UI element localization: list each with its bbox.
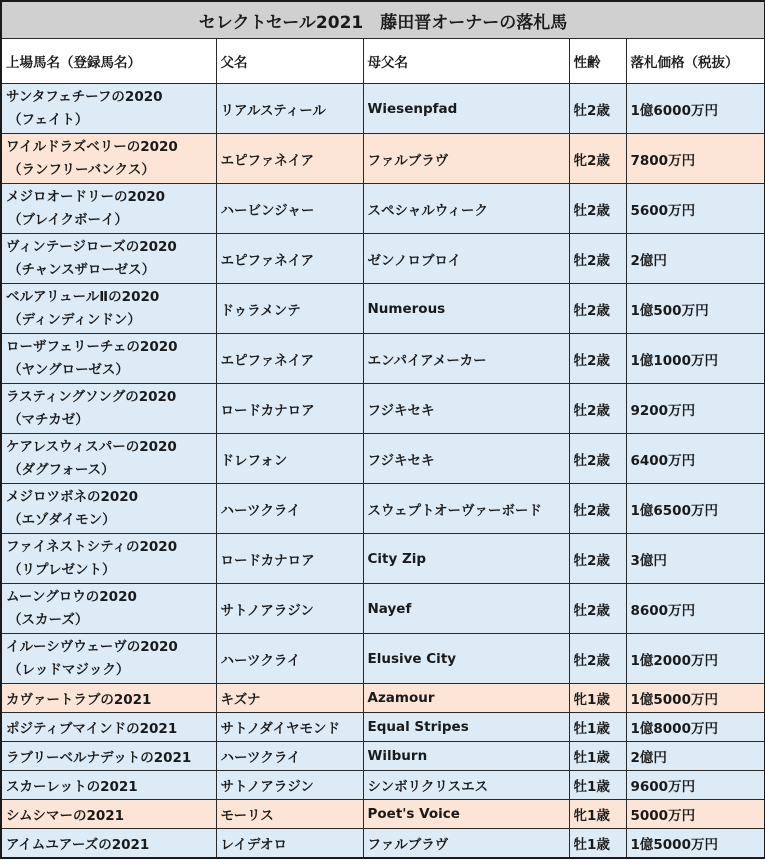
horse-name-cell (1, 134, 216, 184)
price-cell: 1億500万円 (626, 284, 765, 334)
price-cell: 7800万円 (626, 134, 765, 184)
sire-cell: エピファネイア (216, 334, 363, 384)
sex-age-cell: 牡2歳 (569, 384, 626, 434)
sire-cell: ロードカナロア (216, 384, 363, 434)
registered-name: （スカーズ） (8, 611, 89, 628)
damsire-cell: シンボリクリスエス (363, 771, 569, 800)
table-row (1, 684, 765, 713)
horse-name-cell (1, 434, 216, 484)
registered-name: （ディンディンドン） (8, 311, 141, 328)
damsire-cell: Numerous (363, 284, 569, 334)
sire-cell: エピファネイア (216, 134, 363, 184)
horse-name-cell (1, 534, 216, 584)
damsire-cell: ファルブラヴ (363, 134, 569, 184)
sex-age-cell: 牡2歳 (569, 234, 626, 284)
table-row (1, 184, 765, 234)
listed-name: ファイネストシティの2020 (6, 538, 178, 555)
table-row (1, 384, 765, 434)
table-row (1, 134, 765, 184)
listed-name: ワイルドラズベリーの2020 (6, 138, 178, 155)
listed-name: ムーングロウの2020 (6, 588, 137, 605)
horse-name-cell (1, 334, 216, 384)
sex-age-cell: 牡2歳 (569, 534, 626, 584)
sex-age-cell: 牡2歳 (569, 284, 626, 334)
listed-name: ローザフェリーチェの2020 (6, 338, 178, 355)
horse-name-cell: スカーレットの2021 (1, 771, 216, 800)
registered-name: （エゾダイモン） (8, 511, 116, 528)
price-cell: 1億6000万円 (626, 84, 765, 134)
table-row (1, 742, 765, 771)
registered-name: （ブレイクボーイ） (8, 211, 129, 228)
horse-name-cell (1, 634, 216, 684)
header-damsire: 母父名 (363, 39, 569, 84)
table-row (1, 829, 765, 859)
sire-cell: レイデオロ (216, 829, 363, 859)
sex-age-cell: 牡2歳 (569, 484, 626, 534)
price-cell: 1億5000万円 (626, 684, 765, 713)
damsire-cell: Nayef (363, 584, 569, 634)
horse-name-cell: ラブリーベルナデットの2021 (1, 742, 216, 771)
sire-cell: エピファネイア (216, 234, 363, 284)
sex-age-cell: 牡2歳 (569, 584, 626, 634)
listed-name: メジロツボネの2020 (6, 488, 139, 505)
sex-age-cell: 牝1歳 (569, 684, 626, 713)
table-row (1, 234, 765, 284)
price-cell: 5600万円 (626, 184, 765, 234)
header-name: 上場馬名（登録馬名） (1, 39, 216, 84)
header-sire: 父名 (216, 39, 363, 84)
damsire-cell: Wiesenpfad (363, 84, 569, 134)
damsire-cell: City Zip (363, 534, 569, 584)
price-cell: 1億6500万円 (626, 484, 765, 534)
sex-age-cell: 牡2歳 (569, 434, 626, 484)
listed-name: ケアレスウィスパーの2020 (6, 438, 177, 455)
price-cell: 6400万円 (626, 434, 765, 484)
price-cell: 8600万円 (626, 584, 765, 634)
registered-name: （リプレゼント） (8, 561, 116, 578)
listed-name: イルーシヴウェーヴの2020 (6, 638, 178, 655)
horse-name-cell: シムシマーの2021 (1, 800, 216, 829)
sire-cell: ハーツクライ (216, 484, 363, 534)
table-row (1, 434, 765, 484)
table-body (1, 84, 765, 859)
sire-cell: ハービンジャー (216, 184, 363, 234)
price-cell: 9200万円 (626, 384, 765, 434)
damsire-cell: Azamour (363, 684, 569, 713)
sex-age-cell: 牡2歳 (569, 634, 626, 684)
registered-name: （フェイト） (8, 111, 89, 128)
horse-name-cell (1, 484, 216, 534)
registered-name: （ランフリーバンクス） (8, 161, 155, 178)
price-cell: 1億2000万円 (626, 634, 765, 684)
sire-cell: キズナ (216, 684, 363, 713)
table-title: セレクトセール2021 藤田晋オーナーの落札馬 (1, 1, 765, 39)
damsire-cell: Equal Stripes (363, 713, 569, 742)
sex-age-cell: 牡1歳 (569, 713, 626, 742)
price-cell: 1億8000万円 (626, 713, 765, 742)
registered-name: （ヤングローゼス） (8, 361, 129, 378)
sex-age-cell: 牝1歳 (569, 800, 626, 829)
damsire-cell: Elusive City (363, 634, 569, 684)
horse-name-cell: ポジティブマインドの2021 (1, 713, 216, 742)
price-cell: 1億1000万円 (626, 334, 765, 384)
registered-name: （レッドマジック） (8, 661, 130, 678)
header-sex-age: 性齢 (569, 39, 626, 84)
table-row (1, 84, 765, 134)
sire-cell: ハーツクライ (216, 742, 363, 771)
damsire-cell: エンパイアメーカー (363, 334, 569, 384)
sire-cell: サトノアラジン (216, 771, 363, 800)
table-row (1, 771, 765, 800)
sex-age-cell: 牡1歳 (569, 771, 626, 800)
registered-name: （チャンスザローゼス） (8, 261, 156, 278)
price-cell: 5000万円 (626, 800, 765, 829)
sex-age-cell: 牝2歳 (569, 134, 626, 184)
table-row (1, 284, 765, 334)
horse-name-cell (1, 284, 216, 334)
header-row (1, 39, 765, 84)
table-row (1, 713, 765, 742)
damsire-cell: フジキセキ (363, 434, 569, 484)
horse-name-cell: カヴァートラブの2021 (1, 684, 216, 713)
price-cell: 2億円 (626, 742, 765, 771)
sex-age-cell: 牡1歳 (569, 829, 626, 859)
damsire-cell: スペシャルウィーク (363, 184, 569, 234)
sire-cell: モーリス (216, 800, 363, 829)
table-row (1, 800, 765, 829)
horse-name-cell (1, 584, 216, 634)
horse-name-cell (1, 84, 216, 134)
sex-age-cell: 牡2歳 (569, 334, 626, 384)
price-cell: 2億円 (626, 234, 765, 284)
horse-name-cell (1, 184, 216, 234)
sex-age-cell: 牡2歳 (569, 184, 626, 234)
sex-age-cell: 牡2歳 (569, 84, 626, 134)
table-row (1, 584, 765, 634)
table-row (1, 634, 765, 684)
price-cell: 9600万円 (626, 771, 765, 800)
table-row (1, 484, 765, 534)
header-price: 落札価格（税抜） (626, 39, 765, 84)
table-row (1, 534, 765, 584)
damsire-cell: ゼンノロブロイ (363, 234, 569, 284)
registered-name: （マチカゼ） (8, 411, 89, 428)
sex-age-cell: 牡1歳 (569, 742, 626, 771)
listed-name: ベルアリュールⅡの2020 (6, 288, 160, 305)
damsire-cell: フジキセキ (363, 384, 569, 434)
damsire-cell: Wilburn (363, 742, 569, 771)
sire-cell: ドゥラメンテ (216, 284, 363, 334)
sire-cell: サトノダイヤモンド (216, 713, 363, 742)
price-cell: 3億円 (626, 534, 765, 584)
horse-name-cell (1, 234, 216, 284)
damsire-cell: スウェプトオーヴァーボード (363, 484, 569, 534)
price-cell: 1億5000万円 (626, 829, 765, 859)
sire-cell: ロードカナロア (216, 534, 363, 584)
damsire-cell: ファルブラヴ (363, 829, 569, 859)
horse-name-cell: アイムユアーズの2021 (1, 829, 216, 859)
registered-name: （ダグフォース） (8, 461, 115, 478)
listed-name: サンタフェチーフの2020 (6, 88, 163, 105)
listed-name: ヴィンテージローズの2020 (6, 238, 177, 255)
listed-name: ラスティングソングの2020 (6, 388, 177, 405)
sire-cell: ドレフォン (216, 434, 363, 484)
horse-name-cell (1, 384, 216, 434)
sire-cell: ハーツクライ (216, 634, 363, 684)
sire-cell: サトノアラジン (216, 584, 363, 634)
sire-cell: リアルスティール (216, 84, 363, 134)
damsire-cell: Poet's Voice (363, 800, 569, 829)
listed-name: メジロオードリーの2020 (6, 188, 166, 205)
table-row (1, 334, 765, 384)
